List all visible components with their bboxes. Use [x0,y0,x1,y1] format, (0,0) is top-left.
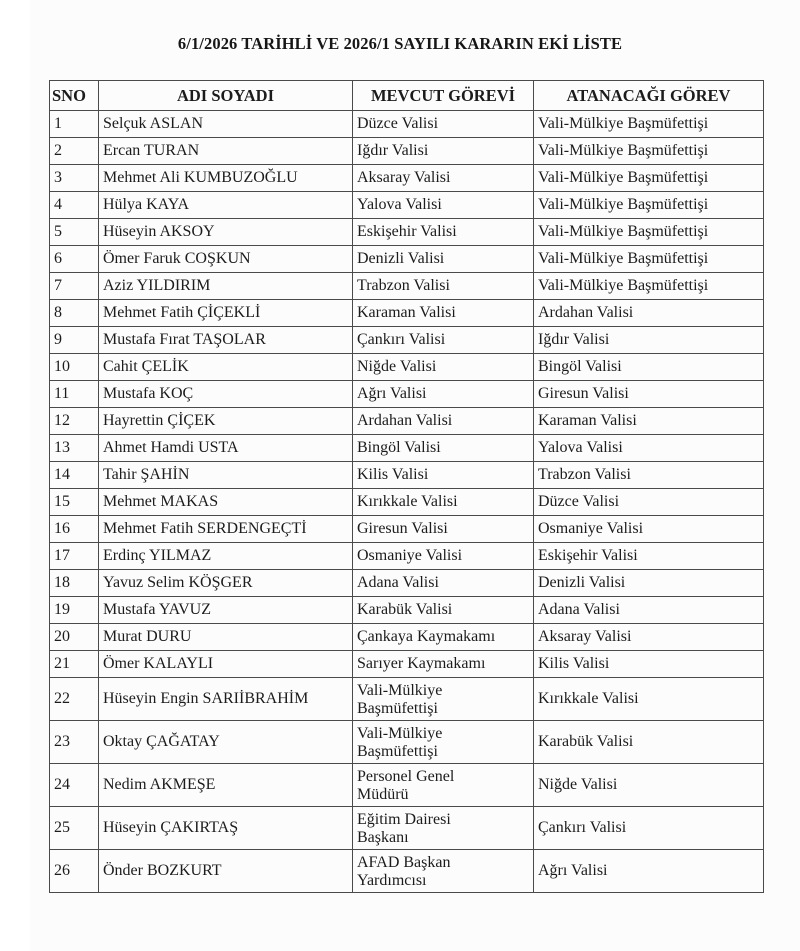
cell-name: Yavuz Selim KÖŞGER [99,570,353,597]
cell-name: Mehmet MAKAS [99,489,353,516]
cell-name: Hülya KAYA [99,192,353,219]
cell-assigned-position: Karabük Valisi [534,721,764,764]
cell-current-position: Karaman Valisi [353,300,534,327]
table-row [50,273,764,300]
table-row [50,570,764,597]
table-row [50,111,764,138]
cell-assigned-position: Vali-Mülkiye Başmüfettişi [534,192,764,219]
cell-assigned-position: Karaman Valisi [534,408,764,435]
header-current-position: MEVCUT GÖREVİ [353,81,534,111]
cell-sno: 14 [50,462,99,489]
table-row [50,192,764,219]
header-sno: SNO [50,81,99,111]
cell-assigned-position: Adana Valisi [534,597,764,624]
table-row [50,354,764,381]
cell-current-position: Yalova Valisi [353,192,534,219]
cell-name: Ercan TURAN [99,138,353,165]
cell-name: Mustafa Fırat TAŞOLAR [99,327,353,354]
table-row [50,624,764,651]
cell-name: Mehmet Ali KUMBUZOĞLU [99,165,353,192]
cell-current-position: Eğitim Dairesi Başkanı [353,807,534,850]
cell-sno: 20 [50,624,99,651]
table-row [50,381,764,408]
table-row [50,462,764,489]
cell-assigned-position: Giresun Valisi [534,381,764,408]
cell-current-position: Kırıkkale Valisi [353,489,534,516]
cell-name: Ahmet Hamdi USTA [99,435,353,462]
cell-name: Ömer Faruk COŞKUN [99,246,353,273]
cell-sno: 26 [50,850,99,893]
cell-current-position: Aksaray Valisi [353,165,534,192]
cell-sno: 16 [50,516,99,543]
cell-assigned-position: Vali-Mülkiye Başmüfettişi [534,111,764,138]
cell-sno: 22 [50,678,99,721]
cell-assigned-position: Eskişehir Valisi [534,543,764,570]
cell-assigned-position: Niğde Valisi [534,764,764,807]
cell-assigned-position: Iğdır Valisi [534,327,764,354]
table-row [50,850,764,893]
cell-name: Erdinç YILMAZ [99,543,353,570]
header-name: ADI SOYADI [99,81,353,111]
cell-sno: 19 [50,597,99,624]
cell-name: Hüseyin Engin SARIİBRAHİM [99,678,353,721]
cell-assigned-position: Ardahan Valisi [534,300,764,327]
table-row [50,408,764,435]
table-row [50,489,764,516]
cell-current-position: Vali-Mülkiye Başmüfettişi [353,678,534,721]
cell-assigned-position: Osmaniye Valisi [534,516,764,543]
cell-sno: 10 [50,354,99,381]
cell-assigned-position: Denizli Valisi [534,570,764,597]
cell-current-position: Vali-Mülkiye Başmüfettişi [353,721,534,764]
cell-sno: 21 [50,651,99,678]
cell-sno: 2 [50,138,99,165]
cell-current-position: Kilis Valisi [353,462,534,489]
table-body [50,111,764,893]
cell-name: Mustafa KOÇ [99,381,353,408]
cell-assigned-position: Trabzon Valisi [534,462,764,489]
table-row [50,435,764,462]
cell-name: Hüseyin AKSOY [99,219,353,246]
cell-sno: 12 [50,408,99,435]
cell-name: Murat DURU [99,624,353,651]
cell-current-position: AFAD Başkan Yardımcısı [353,850,534,893]
table-row [50,543,764,570]
cell-name: Hayrettin ÇİÇEK [99,408,353,435]
table-row [50,721,764,764]
cell-sno: 1 [50,111,99,138]
table-header-row [50,81,764,111]
cell-assigned-position: Ağrı Valisi [534,850,764,893]
cell-sno: 3 [50,165,99,192]
cell-current-position: Giresun Valisi [353,516,534,543]
cell-assigned-position: Vali-Mülkiye Başmüfettişi [534,246,764,273]
cell-current-position: Personel Genel Müdürü [353,764,534,807]
cell-sno: 17 [50,543,99,570]
cell-assigned-position: Bingöl Valisi [534,354,764,381]
cell-current-position: Bingöl Valisi [353,435,534,462]
cell-name: Hüseyin ÇAKIRTAŞ [99,807,353,850]
document-title: 6/1/2026 TARİHLİ VE 2026/1 SAYILI KARARIN EKİ LİSTE [177,34,623,53]
cell-current-position: Trabzon Valisi [353,273,534,300]
table-row [50,597,764,624]
cell-sno: 15 [50,489,99,516]
cell-assigned-position: Aksaray Valisi [534,624,764,651]
cell-sno: 7 [50,273,99,300]
cell-current-position: Niğde Valisi [353,354,534,381]
table-row [50,678,764,721]
cell-sno: 6 [50,246,99,273]
cell-assigned-position: Çankırı Valisi [534,807,764,850]
cell-name: Tahir ŞAHİN [99,462,353,489]
cell-name: Önder BOZKURT [99,850,353,893]
table-row [50,300,764,327]
cell-assigned-position: Vali-Mülkiye Başmüfettişi [534,219,764,246]
cell-name: Ömer KALAYLI [99,651,353,678]
cell-sno: 8 [50,300,99,327]
cell-assigned-position: Kırıkkale Valisi [534,678,764,721]
cell-sno: 13 [50,435,99,462]
cell-current-position: Ardahan Valisi [353,408,534,435]
cell-sno: 25 [50,807,99,850]
cell-name: Mustafa YAVUZ [99,597,353,624]
cell-sno: 24 [50,764,99,807]
cell-sno: 4 [50,192,99,219]
table-row [50,138,764,165]
cell-current-position: Ağrı Valisi [353,381,534,408]
table-row [50,246,764,273]
cell-sno: 23 [50,721,99,764]
cell-current-position: Adana Valisi [353,570,534,597]
cell-name: Selçuk ASLAN [99,111,353,138]
table-row [50,807,764,850]
cell-name: Mehmet Fatih ÇİÇEKLİ [99,300,353,327]
cell-current-position: Iğdır Valisi [353,138,534,165]
table-row [50,219,764,246]
cell-current-position: Eskişehir Valisi [353,219,534,246]
cell-assigned-position: Vali-Mülkiye Başmüfettişi [534,165,764,192]
cell-sno: 5 [50,219,99,246]
table-row [50,764,764,807]
appointment-table [49,80,764,893]
header-assigned-position: ATANACAĞI GÖREV [534,81,764,111]
cell-current-position: Çankaya Kaymakamı [353,624,534,651]
table-row [50,165,764,192]
cell-current-position: Düzce Valisi [353,111,534,138]
cell-name: Mehmet Fatih SERDENGEÇTİ [99,516,353,543]
cell-assigned-position: Kilis Valisi [534,651,764,678]
cell-name: Cahit ÇELİK [99,354,353,381]
cell-current-position: Osmaniye Valisi [353,543,534,570]
cell-sno: 9 [50,327,99,354]
cell-current-position: Denizli Valisi [353,246,534,273]
cell-current-position: Çankırı Valisi [353,327,534,354]
cell-current-position: Karabük Valisi [353,597,534,624]
table-row [50,516,764,543]
cell-assigned-position: Düzce Valisi [534,489,764,516]
cell-name: Oktay ÇAĞATAY [99,721,353,764]
table-row [50,651,764,678]
cell-current-position: Sarıyer Kaymakamı [353,651,534,678]
cell-sno: 11 [50,381,99,408]
cell-assigned-position: Vali-Mülkiye Başmüfettişi [534,138,764,165]
cell-name: Nedim AKMEŞE [99,764,353,807]
cell-name: Aziz YILDIRIM [99,273,353,300]
table-row [50,327,764,354]
cell-sno: 18 [50,570,99,597]
cell-assigned-position: Vali-Mülkiye Başmüfettişi [534,273,764,300]
cell-assigned-position: Yalova Valisi [534,435,764,462]
